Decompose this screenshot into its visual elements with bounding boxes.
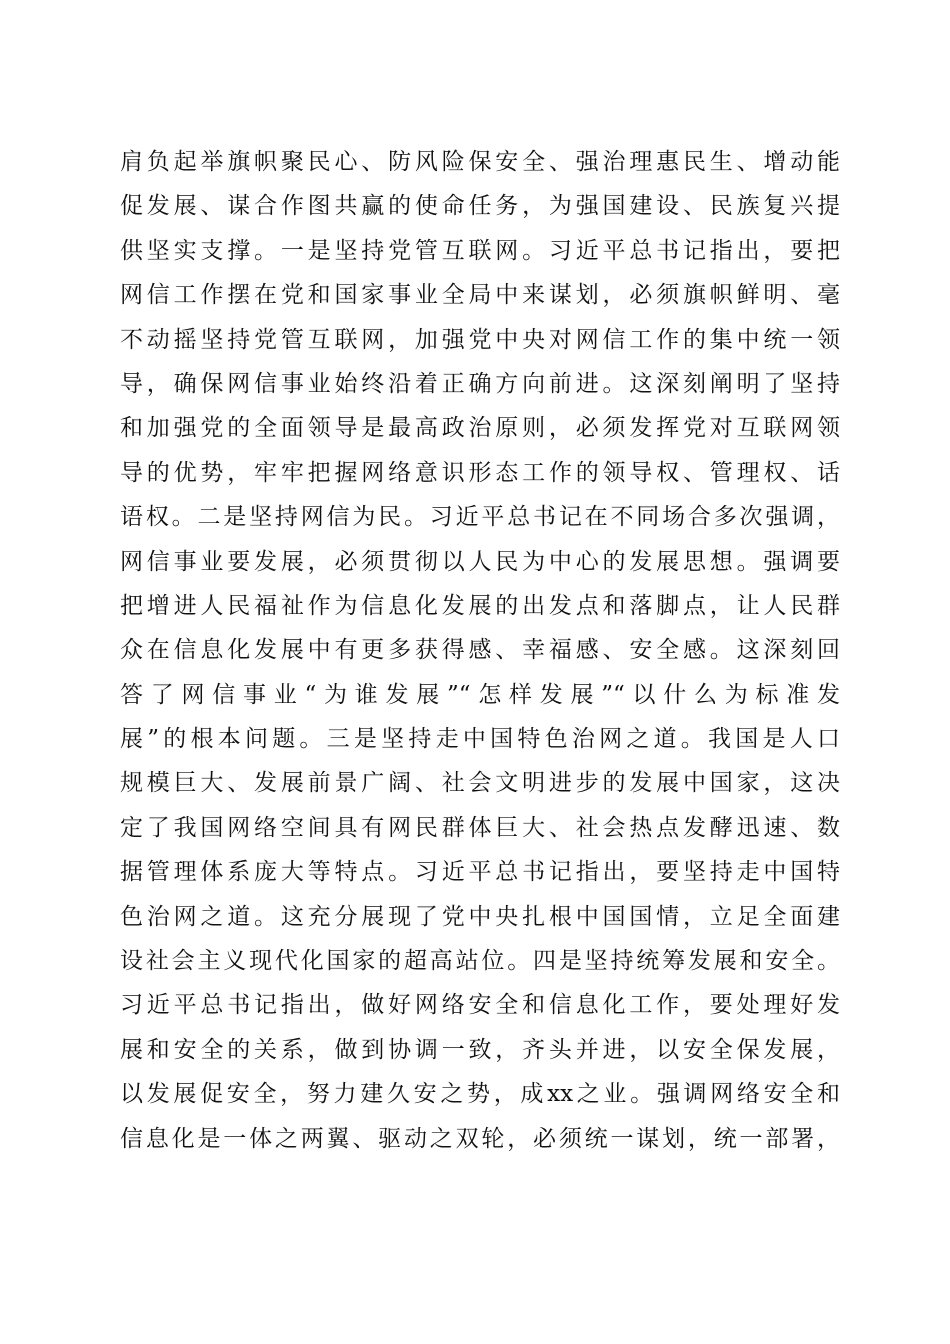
text-line: 规模巨大、发展前景广阔、社会文明进步的发展中国家，这决	[120, 770, 840, 797]
text-line: 导，确保网信事业始终沿着正确方向前进。这深刻阐明了坚持	[120, 370, 840, 397]
text-line: 展”的根本问题。三是坚持走中国特色治网之道。我国是人口	[120, 726, 840, 753]
text-line: 网信工作摆在党和国家事业全局中来谋划，必须旗帜鲜明、毫	[120, 282, 840, 309]
text-line: 据管理体系庞大等特点。习近平总书记指出，要坚持走中国特	[120, 859, 840, 886]
text-line: 供坚实支撑。一是坚持党管互联网。习近平总书记指出，要把	[120, 237, 840, 264]
text-line: 色治网之道。这充分展现了党中央扎根中国国情，立足全面建	[120, 903, 840, 930]
text-line: 众在信息化发展中有更多获得感、幸福感、安全感。这深刻回	[120, 637, 840, 664]
text-line: 定了我国网络空间具有网民群体巨大、社会热点发酵迅速、数	[120, 814, 840, 841]
text-line: 不动摇坚持党管互联网，加强党中央对网信工作的集中统一领	[120, 326, 840, 353]
text-line: 促发展、谋合作图共赢的使命任务，为强国建设、民族复兴提	[120, 193, 840, 220]
text-line: 以发展促安全，努力建久安之势，成xx之业。强调网络安全和	[120, 1081, 840, 1108]
text-line: 语权。二是坚持网信为民。习近平总书记在不同场合多次强调，	[120, 504, 840, 531]
text-line: 设社会主义现代化国家的超高站位。四是坚持统筹发展和安全。	[120, 948, 840, 975]
text-line: 网信事业要发展，必须贯彻以人民为中心的发展思想。强调要	[120, 548, 840, 575]
text-line: 展和安全的关系，做到协调一致，齐头并进，以安全保发展，	[120, 1036, 840, 1063]
text-line: 习近平总书记指出，做好网络安全和信息化工作，要处理好发	[120, 992, 840, 1019]
text-line: 和加强党的全面领导是最高政治原则，必须发挥党对互联网领	[120, 415, 840, 442]
text-line: 导的优势，牢牢把握网络意识形态工作的领导权、管理权、话	[120, 459, 840, 486]
text-line: 答了网信事业“为谁发展”“怎样发展”“以什么为标准发	[120, 681, 840, 708]
text-line: 肩负起举旗帜聚民心、防风险保安全、强治理惠民生、增动能	[120, 149, 840, 175]
body-paragraph	[120, 140, 840, 1161]
text-line: 把增进人民福祉作为信息化发展的出发点和落脚点，让人民群	[120, 592, 840, 619]
text-line: 信息化是一体之两翼、驱动之双轮，必须统一谋划，统一部署，	[120, 1125, 840, 1152]
